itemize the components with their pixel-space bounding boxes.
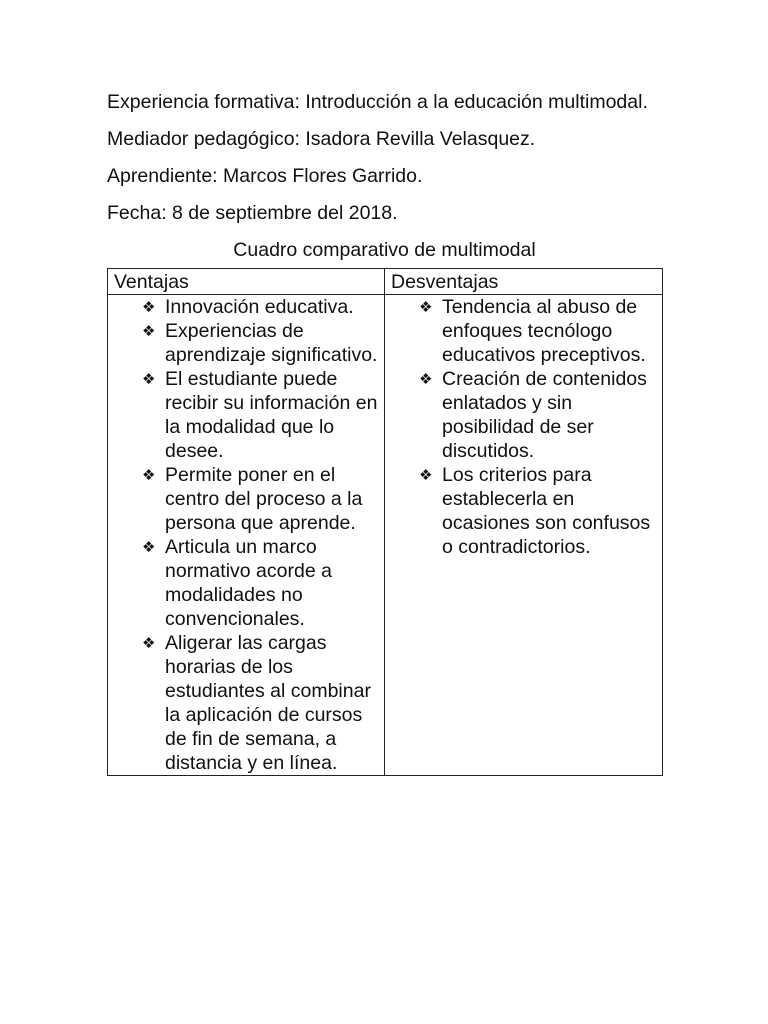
list-item [140, 535, 378, 631]
desventajas-cell [385, 295, 663, 776]
list-item [140, 319, 378, 367]
table-title: Cuadro comparativo de multimodal [233, 239, 536, 261]
list-item [417, 463, 656, 559]
list-item-text: Permite poner en el centro del proceso a la persona que aprende. [165, 464, 363, 534]
list-item-text: Aligerar las cargas horarias de los estudiantes al combinar la aplicación de cursos de fin de semana, a distancia y en línea. [165, 632, 371, 774]
ventajas-list [114, 295, 378, 775]
document-page [107, 90, 662, 776]
diamond-bullet-icon: ❖ [142, 538, 156, 556]
header-ventajas: Ventajas [108, 269, 385, 295]
fecha: Fecha: 8 de septiembre del 2018. [107, 202, 398, 224]
list-item [140, 463, 378, 535]
diamond-bullet-icon: ❖ [142, 634, 156, 652]
ventajas-cell [108, 295, 385, 776]
list-item-text: Creación de contenidos enlatados y sin posibilidad de ser discutidos. [442, 368, 647, 462]
diamond-bullet-icon: ❖ [419, 466, 433, 484]
table-body-row [108, 295, 663, 776]
list-item [140, 367, 378, 463]
list-item-text: Innovación educativa. [165, 296, 354, 318]
list-item [140, 295, 378, 319]
diamond-bullet-icon: ❖ [419, 370, 433, 388]
header-desventajas: Desventajas [385, 269, 663, 295]
list-item-text: Tendencia al abuso de enfoques tecnólogo educativos preceptivos. [442, 296, 646, 366]
list-item-text: El estudiante puede recibir su información en la modalidad que lo desee. [165, 368, 378, 462]
comparison-table [107, 268, 663, 776]
table-header-row [108, 269, 663, 295]
desventajas-list [391, 295, 656, 559]
list-item-text: Experiencias de aprendizaje significativo. [165, 320, 378, 366]
experiencia-formativa: Experiencia formativa: Introducción a la educación multimodal. [107, 91, 648, 113]
list-item [417, 295, 656, 367]
list-item [417, 367, 656, 463]
diamond-bullet-icon: ❖ [142, 298, 156, 316]
aprendiente: Aprendiente: Marcos Flores Garrido. [107, 165, 423, 187]
diamond-bullet-icon: ❖ [142, 322, 156, 340]
list-item-text: Los criterios para establecerla en ocasiones son confusos o contradictorios. [442, 464, 651, 558]
diamond-bullet-icon: ❖ [419, 298, 433, 316]
mediador-pedagogico: Mediador pedagógico: Isadora Revilla Velasquez. [107, 128, 536, 150]
diamond-bullet-icon: ❖ [142, 466, 156, 484]
diamond-bullet-icon: ❖ [142, 370, 156, 388]
list-item-text: Articula un marco normativo acorde a modalidades no convencionales. [165, 536, 332, 630]
list-item [140, 631, 378, 775]
